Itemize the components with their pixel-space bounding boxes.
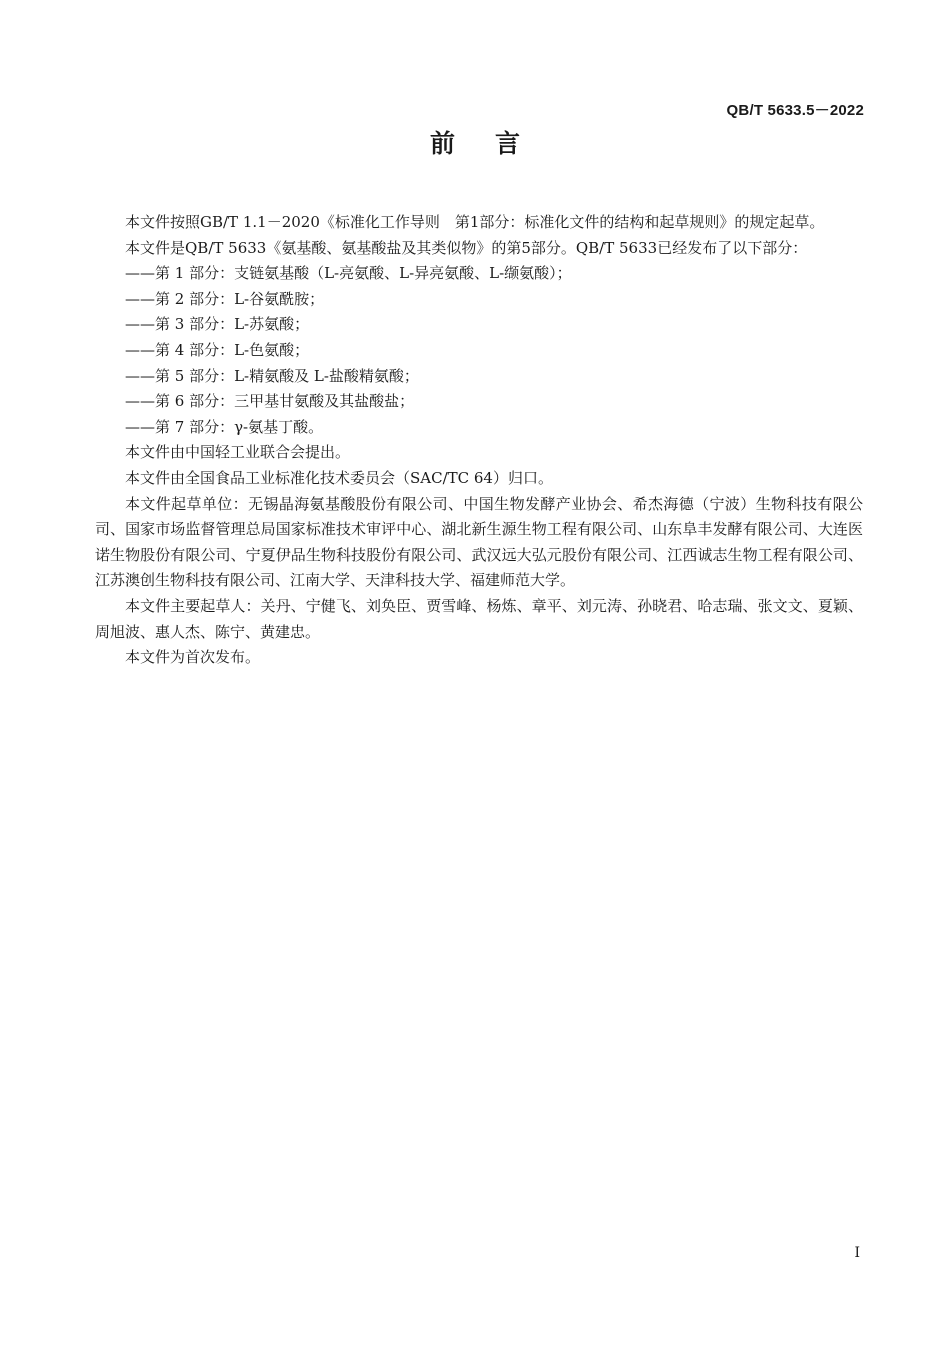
parts-list [95, 261, 863, 440]
list-item: ——第 1 部分：支链氨基酸（L-亮氨酸、L-异亮氨酸、L-缬氨酸）； [125, 264, 572, 283]
list-item: ——第 5 部分：L-精氨酸及 L-盐酸精氨酸； [125, 366, 419, 385]
list-item: ——第 6 部分：三甲基甘氨酸及其盐酸盐； [125, 392, 415, 411]
paragraph-drafting-units: 本文件起草单位：无锡晶海氨基酸股份有限公司、中国生物发酵产业协会、希杰海德（宁波）生物科技有限公司、国家市场监督管理总局国家标准技术审评中心、湖北新生源生物工程有限公司、山东阜丰发酵有限公司、大连医诺生物股份有限公司、宁夏伊品生物科技股份有限公司、武汉远大弘元股份有限公司、江西诚志生物工程有限公司、江苏澳创生物科技有限公司、江南大学、天津科技大学、福建师范大学。 [95, 494, 863, 590]
paragraph-series-intro: 本文件是QB/T 5633《氨基酸、氨基酸盐及其类似物》的第5部分。QB/T 5633已经发布了以下部分： [125, 238, 808, 257]
list-item: ——第 3 部分：L-苏氨酸； [125, 315, 310, 334]
paragraph-drafting-rule: 本文件按照GB/T 1.1－2020《标准化工作导则 第1部分：标准化文件的结构和起草规则》的规定起草。 [125, 213, 825, 231]
foreword-body [95, 210, 863, 671]
page-title: 前言 [429, 129, 560, 158]
standard-code: QB/T 5633.5－2022 [726, 102, 864, 119]
paragraph-committee: 本文件由全国食品工业标准化技术委员会（SAC/TC 64）归口。 [125, 468, 553, 487]
list-item: ——第 7 部分：γ-氨基丁酸。 [125, 417, 324, 436]
paragraph-proposer: 本文件由中国轻工业联合会提出。 [125, 443, 351, 462]
list-item: ——第 2 部分：L-谷氨酰胺； [125, 289, 325, 308]
page-number: I [854, 1245, 860, 1261]
list-item: ——第 4 部分：L-色氨酸； [125, 340, 310, 359]
paragraph-drafters: 本文件主要起草人：关丹、宁健飞、刘奂臣、贾雪峰、杨炼、章平、刘元涛、孙晓君、哈志瑞、张文文、夏颖、周旭波、惠人杰、陈宁、黄建忠。 [95, 596, 863, 641]
paragraph-first-release: 本文件为首次发布。 [125, 648, 261, 667]
